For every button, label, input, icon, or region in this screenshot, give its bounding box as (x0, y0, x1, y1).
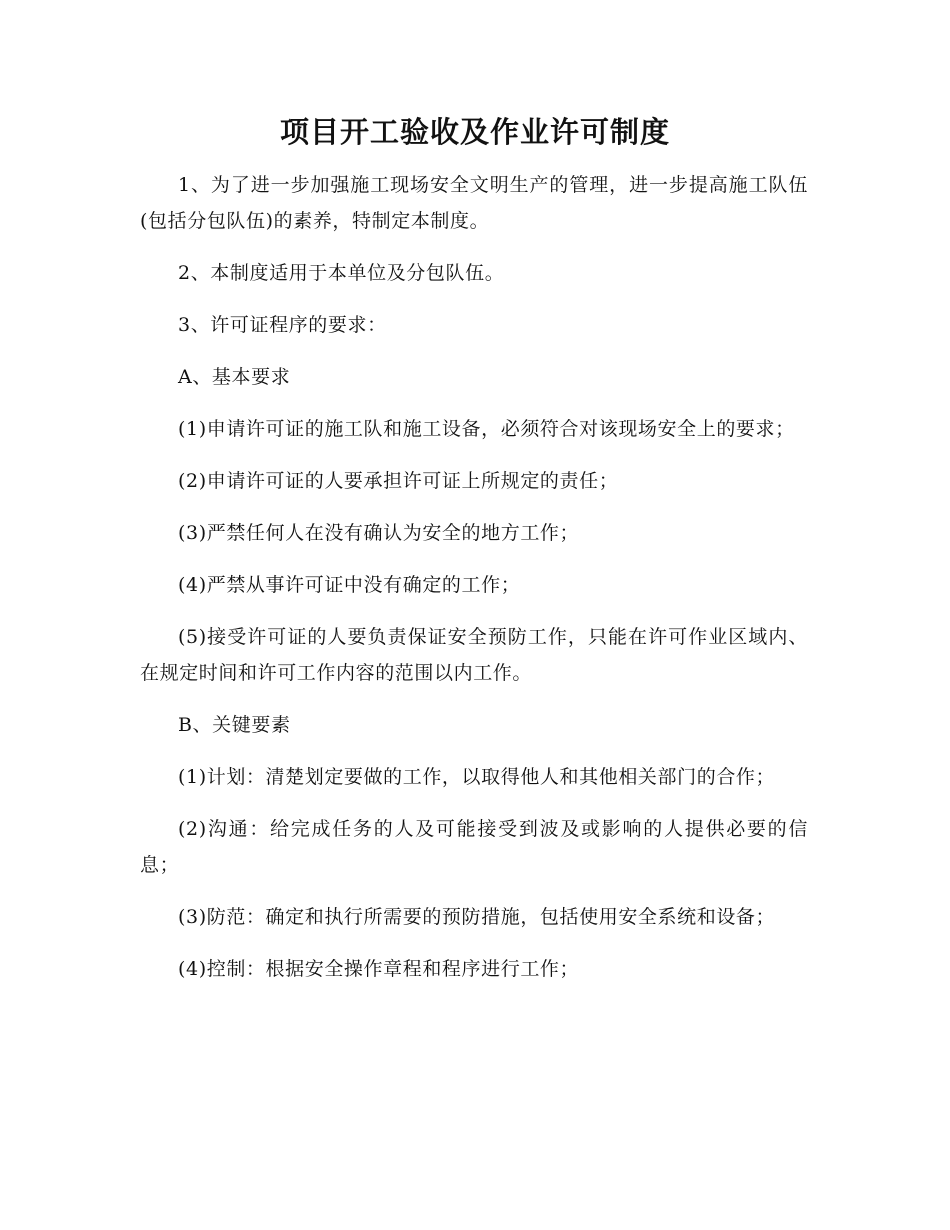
list-item: (4)控制：根据安全操作章程和程序进行工作； (178, 958, 580, 980)
list-item: (4)严禁从事许可证中没有确定的工作； (178, 574, 521, 596)
list-item: (3)严禁任何人在没有确认为安全的地方工作； (178, 522, 580, 544)
document-title: 项目开工验收及作业许可制度 (279, 115, 670, 149)
list-item: (2)申请许可证的人要承担许可证上所规定的责任； (178, 470, 619, 492)
list-item: (1)计划：清楚划定要做的工作，以取得他人和其他相关部门的合作； (178, 766, 776, 788)
document-body (140, 167, 808, 1003)
section-heading-key-elements: B、关键要素 (178, 714, 291, 736)
paragraph-scope: 2、本制度适用于本单位及分包队伍。 (178, 262, 505, 284)
list-item: (3)防范：确定和执行所需要的预防措施，包括使用安全系统和设备； (178, 906, 776, 928)
section-heading-basic-requirements: A、基本要求 (178, 366, 291, 388)
list-item: (1)申请许可证的施工队和施工设备，必须符合对该现场安全上的要求； (178, 418, 795, 440)
paragraph-permit-requirements: 3、许可证程序的要求： (178, 314, 387, 336)
paragraph-purpose: 1、为了进一步加强施工现场安全文明生产的管理，进一步提高施工队伍(包括分包队伍)的素养，特制定本制度。 (140, 174, 808, 232)
list-item: (5)接受许可证的人要负责保证安全预防工作，只能在许可作业区域内、在规定时间和许可工作内容的范围以内工作。 (140, 626, 808, 684)
list-item: (2)沟通：给完成任务的人及可能接受到波及或影响的人提供必要的信息； (140, 818, 808, 876)
